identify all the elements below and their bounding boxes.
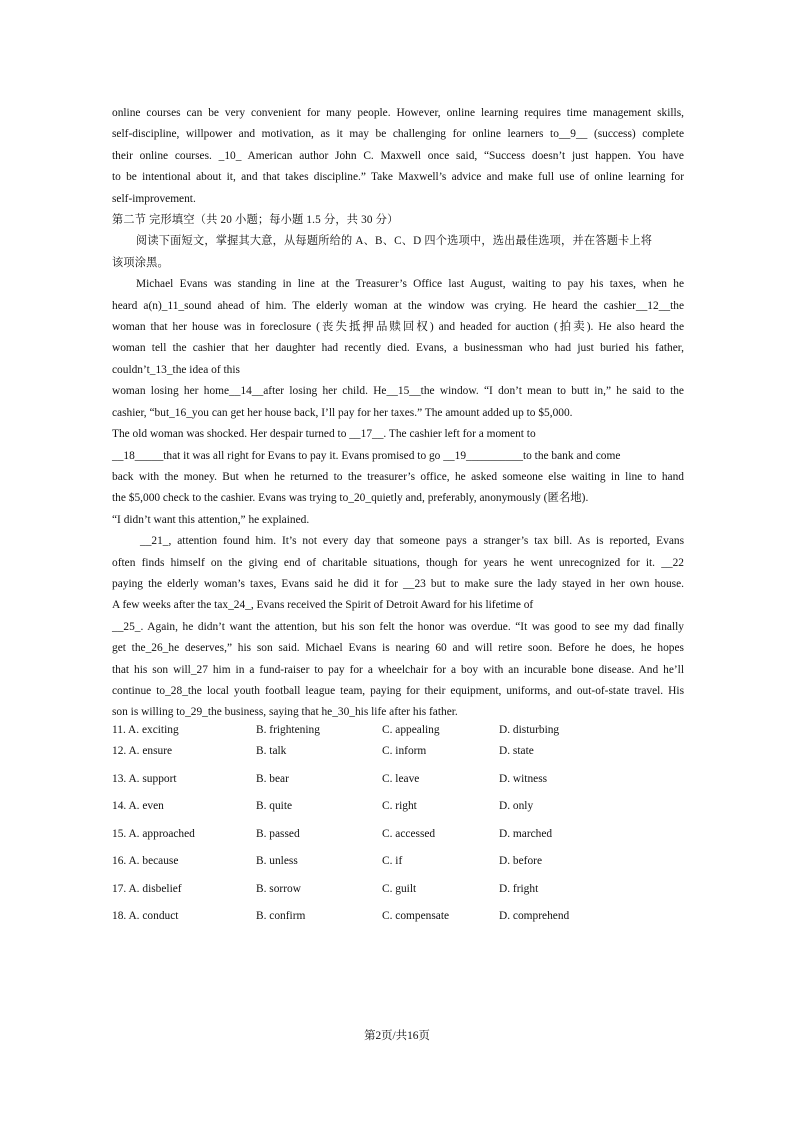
- option-c: C. accessed: [382, 827, 436, 840]
- question-row: [112, 800, 684, 828]
- passage-line: woman that her house was in foreclosure (丧失抵押品赎回权) and headed for auction (拍卖). He also heard the: [112, 321, 684, 334]
- question-row: [112, 745, 684, 773]
- option-c: C. appealing: [382, 723, 440, 736]
- section-title: 第二节 完形填空（共 20 小题；每小题 1.5 分，共 30 分）: [112, 214, 399, 227]
- passage-line: __21_, attention found him. It’s not every day that someone pays a stranger’s tax bill. As is reported, Evans: [140, 535, 684, 548]
- question-row: [112, 910, 684, 932]
- intro-line: to be intentional about it, and that takes discipline.” Take Maxwell’s advice and make full use of online learning for: [112, 171, 684, 184]
- instruction-line: 阅读下面短文，掌握其大意，从每题所给的 A、B、C、D 四个选项中，选出最佳选项，并在答题卡上将: [136, 235, 653, 248]
- passage-line: woman tell the cashier that her daughter had recently died. Evans, a businessman who had just buried his father,: [112, 342, 684, 355]
- passage-line: __25_. Again, he didn’t want the attention, but his son felt the honor was overdue. “It was good to see my dad finally: [112, 620, 684, 633]
- option-b: B. frightening: [256, 723, 320, 736]
- passage-line: __18_____that it was all right for Evans to pay it. Evans promised to go __19__________to the bank and come: [112, 449, 621, 462]
- option-d: D. only: [499, 800, 534, 813]
- option-a: 18. A. conduct: [112, 910, 179, 923]
- passage-line: “I didn’t want this attention,” he explained.: [112, 513, 310, 526]
- passage-line: A few weeks after the tax_24_, Evans received the Spirit of Detroit Award for his lifetime of: [112, 599, 534, 612]
- option-d: D. fright: [499, 882, 539, 895]
- option-b: B. sorrow: [256, 882, 301, 895]
- question-row: [112, 724, 684, 745]
- passage-line: Michael Evans was standing in line at the Treasurer’s Office last August, waiting to pay his taxes, when he: [136, 278, 684, 291]
- passage-line: couldn’t_13_the idea of this: [112, 363, 240, 376]
- option-d: D. comprehend: [499, 910, 570, 923]
- passage-line: heard a(n)_11_sound ahead of him. The elderly woman at the window was crying. He heard the cashier__12__the: [112, 299, 684, 312]
- passage-line: that his son will_27 him in a fund-raiser to pay for a wheelchair for a boy with an incurable bone disease. And he’ll: [112, 663, 684, 676]
- option-a: 13. A. support: [112, 772, 177, 785]
- intro-line: online courses can be very convenient for many people. However, online learning requires time management skills,: [112, 107, 684, 119]
- passage-line: The old woman was shocked. Her despair turned to __17__. The cashier left for a moment to: [112, 428, 536, 441]
- passage-line: paying the elderly woman’s taxes, Evans said he did it for __23 but to make sure the lady stayed in her own house.: [112, 577, 684, 590]
- intro-line: self-discipline, willpower and motivation, as it may be challenging for online learners to__9__ (success) complete: [112, 128, 684, 141]
- intro-line: their online courses. _10_ American author John C. Maxwell once said, “Success doesn’t just happen. You have: [112, 149, 684, 162]
- option-d: D. state: [499, 744, 534, 757]
- option-b: B. bear: [256, 772, 289, 785]
- passage-line: cashier, “but_16_you can get her house back, I’ll pay for her taxes.” The amount added up to $5,000.: [112, 406, 573, 419]
- option-c: C. if: [382, 855, 403, 868]
- passage-line: son is willing to_29_the business, saying that he_30_his life after his father.: [112, 706, 458, 719]
- question-options: [112, 724, 684, 933]
- option-d: D. before: [499, 855, 543, 868]
- instruction-line: 该项涂黑。: [112, 256, 169, 269]
- passage-line: the $5,000 check to the cashier. Evans was trying to_20_quietly and, preferably, anonymously (匿名地).: [112, 492, 589, 505]
- option-b: B. passed: [256, 827, 300, 840]
- option-c: C. guilt: [382, 882, 417, 895]
- page-content: [112, 103, 684, 932]
- intro-line: self-improvement.: [112, 192, 196, 205]
- option-a: 12. A. ensure: [112, 744, 173, 757]
- passage-line: back with the money. But when he returned to the treasurer’s office, he asked someone else waiting in line to hand: [112, 470, 684, 483]
- option-a: 14. A. even: [112, 800, 164, 813]
- option-a: 11. A. exciting: [112, 723, 179, 736]
- question-row: [112, 883, 684, 911]
- option-d: D. witness: [499, 772, 548, 785]
- option-c: C. compensate: [382, 910, 450, 923]
- option-a: 15. A. approached: [112, 827, 195, 840]
- option-d: D. disturbing: [499, 723, 560, 736]
- option-b: B. unless: [256, 855, 298, 868]
- option-c: C. leave: [382, 772, 420, 785]
- passage-line: often finds himself on the giving end of charitable situations, though for years he went unrecognized for it. __22: [112, 556, 684, 569]
- option-a: 16. A. because: [112, 855, 179, 868]
- passage-line: woman losing her home__14__after losing her child. He__15__the window. “I don’t mean to butt in,” he said to the: [112, 385, 684, 398]
- option-b: B. confirm: [256, 910, 306, 923]
- option-c: C. right: [382, 800, 417, 813]
- question-row: [112, 828, 684, 856]
- question-row: [112, 855, 684, 883]
- option-b: B. quite: [256, 800, 293, 813]
- option-b: B. talk: [256, 744, 287, 757]
- passage-line: continue to_28_the local youth football league team, paying for their equipment, uniforms, and out-of-state travel. His: [112, 684, 684, 697]
- option-a: 17. A. disbelief: [112, 882, 182, 895]
- option-d: D. marched: [499, 827, 553, 840]
- page-number: 第2页/共16页: [364, 1030, 430, 1042]
- passage-line: get the_26_he deserves,” his son said. Michael Evans is nearing 60 and will retire soon. Before he does, he hopes: [112, 642, 684, 655]
- option-c: C. inform: [382, 744, 427, 757]
- question-row: [112, 773, 684, 801]
